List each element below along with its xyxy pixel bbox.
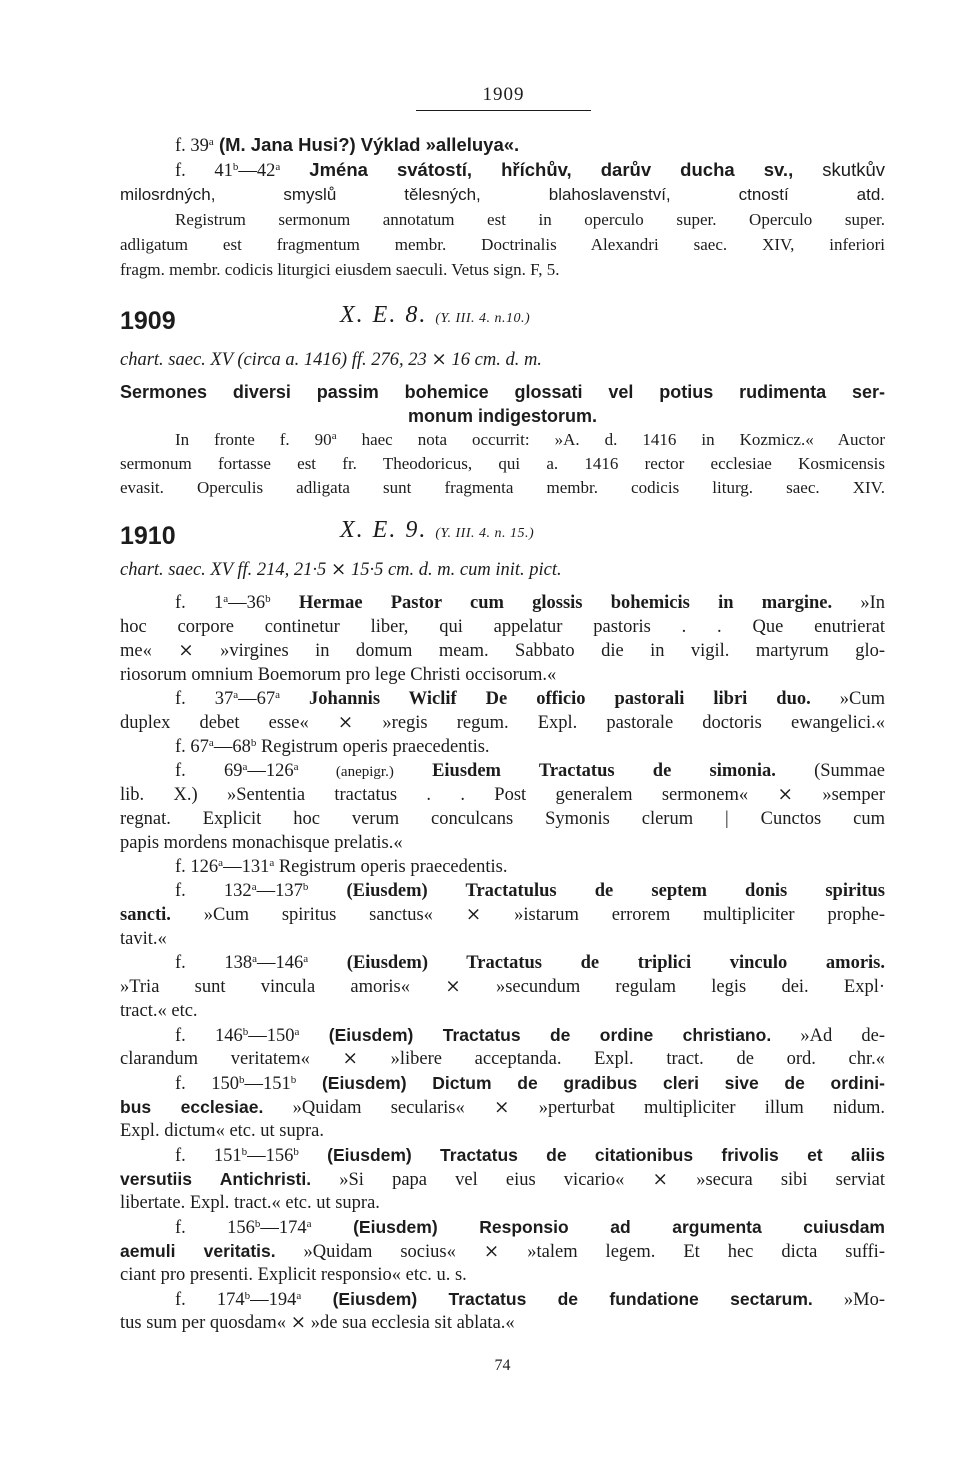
text-line: sancti. »Cum spiritus sanctus« ⨯ »istarum errorem multipliciter prophe- (120, 905, 885, 925)
text-line: tus sum per quosdam« ⨯ »de sua ecclesia sit ablata.« (120, 1313, 515, 1333)
catalog-page (120, 0, 885, 1472)
text-line: sermonum fortasse est fr. Theodoricus, qui a. 1416 rector ecclesiae Kosmicensis (120, 454, 885, 473)
text-line: bus ecclesiae. »Quidam secularis« ⨯ »perturbat multipliciter illum nidum. (120, 1097, 885, 1118)
text-line: tract.« etc. (120, 1001, 198, 1021)
text-line: f. 39$^a$ (M. Jana Husi?) Výklad »alleluya«. (175, 134, 520, 156)
text-line: riosorum omnium Boemorum pro lege Christi occisorum.« (120, 665, 557, 685)
text-line: regnat. Explicit hoc verum conculcans Symonis clerum | Cunctos cum (120, 809, 885, 829)
text-line: f. 37$^a$—67$^a$ Johannis Wiclif De officio pastorali libri duo. »Cum (175, 689, 885, 709)
running-head-rule (416, 110, 591, 111)
text-line: clarandum veritatem« ⨯ »libere acceptanda. Expl. tract. de ord. chr.« (120, 1049, 885, 1069)
text-line: f. 1$^a$—36$^b$ Hermae Pastor cum glossis bohemicis in margine. »In (175, 593, 885, 613)
text-line: f. 67$^a$—68$^b$ Registrum operis praecedentis. (175, 737, 490, 757)
text-line: f. 146$^b$—150$^a$ (Eiusdem) Tractatus de ordine christiano. »Ad de- (175, 1025, 886, 1046)
text-line: tavit.« (120, 929, 167, 949)
text-line: milosrdných, smyslů tělesných, blahoslavenství, ctností atd. (120, 185, 885, 204)
text-line: hoc corpore continetur liber, qui appelatur pastoris . . Que enutrierat (120, 617, 885, 637)
text-line: versutiis Antichristi. »Si papa vel eius vicario« ⨯ »secura sibi serviat (120, 1169, 885, 1190)
text-line: f. 69$^a$—126$^a$ (anepigr.) Eiusdem Tractatus de simonia. (Summae (175, 761, 886, 781)
text-line: papis mordens monachisque prelatis.« (120, 833, 403, 853)
text-line: duplex debet esse« ⨯ »regis regum. Expl. pastorale doctoris ewangelici.« (120, 713, 885, 733)
text-line: f. 174$^b$—194$^a$ (Eiusdem) Tractatus de fundatione sectarum. »Mo- (175, 1289, 885, 1310)
shelfmark: X. E. 8. (Y. III. 4. n.10.) (340, 302, 531, 328)
shelfmark: X. E. 9. (Y. III. 4. n. 15.) (340, 517, 535, 543)
entry-number: 1910 (120, 522, 176, 550)
text-line: »Tria sunt vincula amoris« ⨯ »secundum regulam legis dei. Expl· (120, 977, 885, 997)
text-line: f. 132$^a$—137$^b$ (Eiusdem) Tractatulus de septem donis spiritus (175, 881, 885, 901)
entry-title: Sermones diversi passim bohemice glossati vel potius rudimenta ser- (120, 382, 885, 402)
entry-title: monum indigestorum. (408, 406, 597, 426)
text-line: f. 156$^b$—174$^a$ (Eiusdem) Responsio ad argumenta cuiusdam (175, 1217, 885, 1238)
text-line: aemuli veritatis. »Quidam socius« ⨯ »talem legem. Et hec dicta suffi- (120, 1241, 885, 1262)
text-line: Registrum sermonum annotatum est in operculo super. Operculo super. (175, 210, 885, 229)
text-line: f. 138$^a$—146$^a$ (Eiusdem) Tractatus de triplici vinculo amoris. (175, 953, 885, 973)
running-head: 1909 (482, 84, 525, 105)
text-line: Expl. dictum« etc. ut supra. (120, 1121, 324, 1141)
text-line: chart. saec. XV (circa a. 1416) ff. 276, 23 ⨯ 16 cm. d. m. (120, 350, 542, 370)
text-line: evasit. Operculis adligata sunt fragmenta membr. codicis liturg. saec. XIV. (120, 478, 885, 497)
text-line: ciant pro presenti. Explicit responsio« etc. u. s. (120, 1265, 467, 1285)
page-number: 74 (494, 1357, 511, 1374)
text-line: lib. X.) »Sententia tractatus . . Post generalem sermonem« ⨯ »semper (120, 785, 885, 805)
text-line: In fronte f. 90$^a$ haec nota occurrit: »A. d. 1416 in Kozmicz.« Auctor (175, 430, 885, 449)
text-line: fragm. membr. codicis liturgici eiusdem saeculi. Vetus sign. F, 5. (120, 260, 560, 279)
text-line: f. 151$^b$—156$^b$ (Eiusdem) Tractatus de citationibus frivolis et aliis (175, 1145, 885, 1166)
text-line: adligatum est fragmentum membr. Doctrinalis Alexandri saec. XIV, inferiori (120, 235, 885, 254)
text-line: f. 150$^b$—151$^b$ (Eiusdem) Dictum de gradibus cleri sive de ordini- (175, 1073, 885, 1094)
text-line: libertate. Expl. tract.« etc. ut supra. (120, 1193, 380, 1213)
text-line: chart. saec. XV ff. 214, 21·5 ⨯ 15·5 cm. d. m. cum init. pict. (120, 560, 562, 580)
entry-number: 1909 (120, 307, 176, 335)
text-line: f. 41$^b$—42$^a$ Jména svátostí, hříchův, darův ducha sv., skutkův (175, 159, 885, 181)
text-line: f. 126$^a$—131$^a$ Registrum operis praecedentis. (175, 857, 508, 877)
text-line: me« ⨯ »virgines in domum meam. Sabbato die in vigil. martyrum glo- (120, 641, 885, 661)
